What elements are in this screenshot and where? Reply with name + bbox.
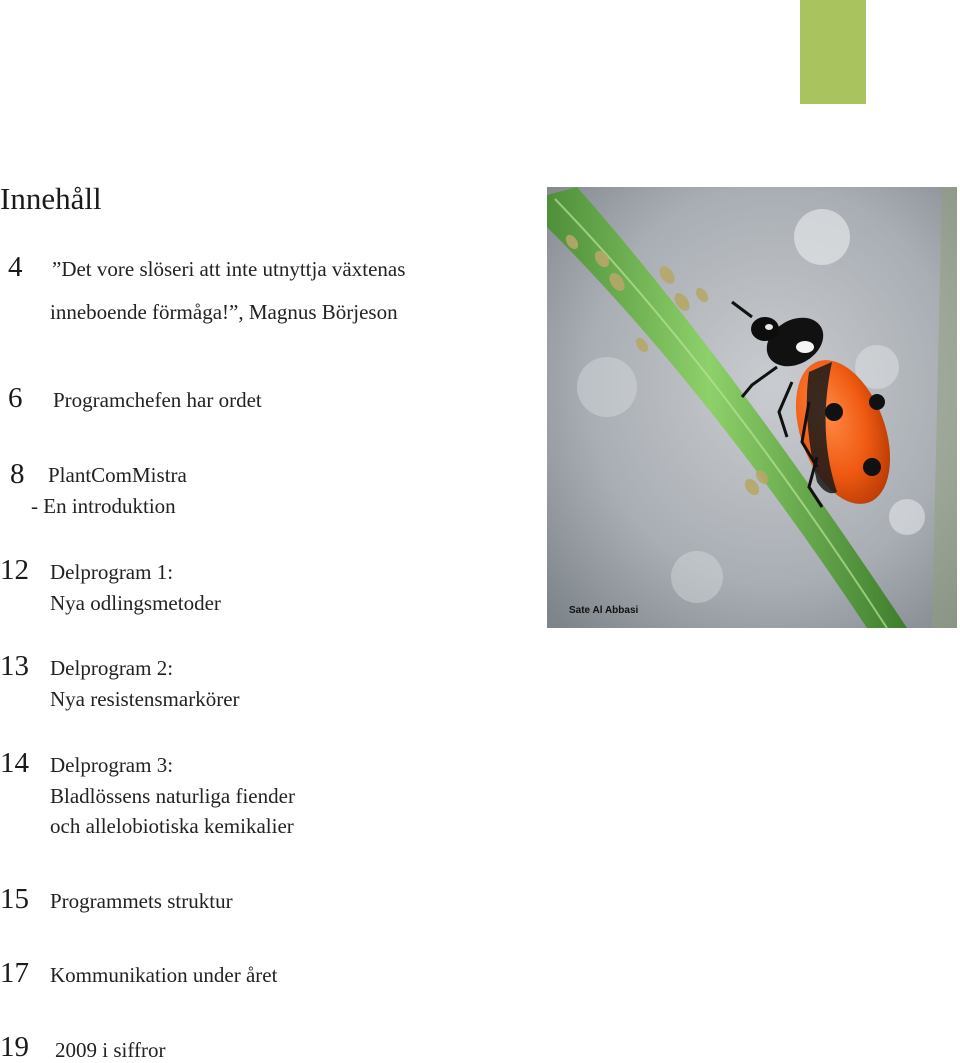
ladybird-photo [547,187,957,628]
toc-entry-line: Delprogram 1: [50,560,174,584]
toc-entry-line: Delprogram 2: [50,656,174,680]
toc-entry-line: ”Det vore slöseri att inte utnyttja växtenas [52,257,406,281]
toc-page-number: 4 [8,251,23,283]
toc-entry-line: Nya odlingsmetoder [50,591,221,615]
toc-page-number: 6 [8,382,23,414]
toc-entry-line: PlantComMistra [48,463,187,487]
photo-credit: Sate Al Abbasi [569,605,639,616]
toc-entry-line: inneboende förmåga!”, Magnus Börjeson [50,300,398,324]
toc-page-number: 13 [0,650,29,682]
toc-page-number: 12 [0,554,29,586]
toc-page-number: 19 [0,1031,29,1063]
toc-entry-line: Delprogram 3: [50,753,174,777]
toc-page-number: 8 [10,458,25,490]
ladybird-illustration [547,187,957,628]
toc-page-number: 17 [0,957,29,989]
toc-entry-line: och allelobiotiska kemikalier [50,814,294,838]
toc-entry-line: - En introduktion [31,494,176,518]
toc-entry-line: Programmets struktur [50,889,233,913]
toc-entry-line: Programchefen har ordet [53,388,262,412]
accent-color-block [800,0,866,104]
toc-entry-line: Nya resistensmarkörer [50,687,240,711]
toc-page-number: 15 [0,883,29,915]
toc-page-number: 14 [0,747,29,779]
toc-entry-line: Bladlössens naturliga fiender [50,784,295,808]
toc-title: Innehåll [0,181,102,216]
toc-entry-line: 2009 i siffror [55,1038,166,1062]
toc-entry-line: Kommunikation under året [50,963,278,987]
